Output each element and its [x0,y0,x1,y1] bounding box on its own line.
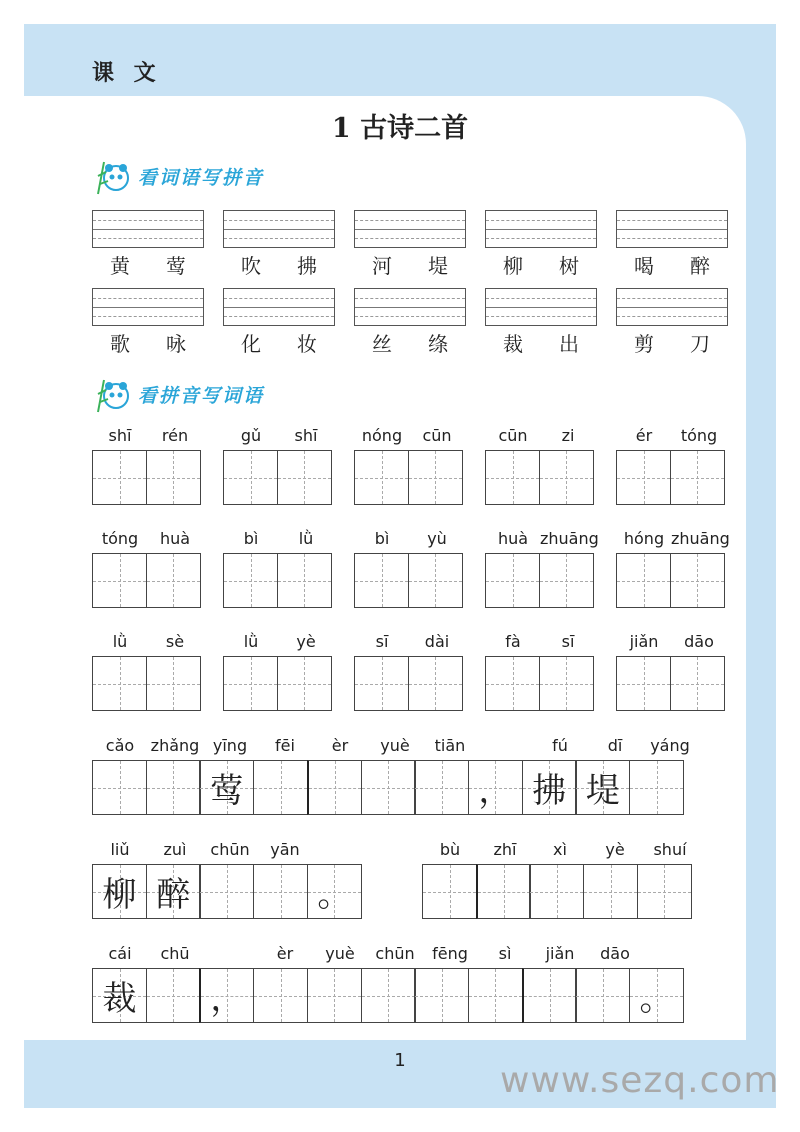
write-cell[interactable] [485,450,540,505]
pinyin-label: bù [439,840,461,859]
pinyin-label: cūn [498,426,528,445]
page-number: 1 [394,1050,406,1071]
word-pair [485,250,597,279]
pinyin-label: chū [160,944,190,963]
pinyin-answer-box[interactable] [616,210,728,248]
word-char: 拂 [297,254,317,278]
word-char: 裁 [503,332,523,356]
write-cell[interactable] [539,450,594,505]
pinyin-label: sī [561,632,575,651]
character-grid [354,553,461,608]
poem-cell[interactable] [629,760,684,815]
pinyin-label: rén [161,426,189,445]
write-cell[interactable] [539,553,594,608]
pinyin-label: cǎo [105,736,135,755]
write-cell[interactable] [670,450,725,505]
pinyin-label: zhuāng [540,529,599,548]
write-cell[interactable] [92,656,147,711]
word-char: 莺 [166,254,186,278]
pinyin-label: èr [276,944,294,963]
section-title: 看拼音写词语 [138,384,265,407]
pinyin-label: yīng [212,736,248,755]
write-cell[interactable] [223,450,278,505]
given-char: 拂 [532,771,567,811]
pinyin-label: fú [552,736,568,755]
write-cell[interactable] [408,656,463,711]
pinyin-label: xì [553,840,567,859]
pinyin-label: shuí [653,840,687,859]
pinyin-label: fēng [432,944,468,963]
character-grid [616,656,723,711]
pinyin-label: yān [270,840,300,859]
word-char: 歌 [110,332,130,356]
pinyin-label: lǜ [112,632,128,651]
section-write-words [94,374,264,414]
write-cell[interactable] [277,553,332,608]
pinyin-answer-box[interactable] [354,288,466,326]
write-cell[interactable] [146,656,201,711]
poem-cell[interactable] [414,760,469,815]
poem-cell[interactable] [92,968,147,1023]
poem-cell[interactable] [307,864,362,919]
word-pair [485,328,597,357]
word-pair [354,328,466,357]
poem-cell[interactable] [92,864,147,919]
pinyin-label: liǔ [110,840,130,859]
given-char: 柳 [102,875,137,915]
poem-cell[interactable] [583,864,638,919]
word-char: 咏 [166,332,186,356]
pinyin-label: chūn [210,840,250,859]
poem-cell[interactable] [575,760,630,815]
poem-cell[interactable] [146,864,201,919]
pinyin-label: zhuāng [671,529,730,548]
pinyin-label: yù [427,529,447,548]
word-char: 刀 [690,332,710,356]
poem-cell[interactable] [414,968,469,1023]
pinyin-label: jiǎn [629,632,659,651]
word-pair [92,328,204,357]
poem-cell[interactable] [422,864,477,919]
panda-icon [94,156,134,196]
pinyin-label: hóng [623,529,665,548]
pinyin-label: yè [296,632,316,651]
pinyin-label: tiān [434,736,466,755]
pinyin-label: yuè [325,944,355,963]
write-cell[interactable] [277,656,332,711]
write-cell[interactable] [146,553,201,608]
write-cell[interactable] [539,656,594,711]
pinyin-label: huà [497,529,529,548]
character-grid [354,656,461,711]
pinyin-label: sì [498,944,512,963]
poem-cell[interactable] [361,968,416,1023]
poem-grid [92,760,683,815]
pinyin-label: èr [331,736,349,755]
character-grid [92,553,199,608]
pinyin-label: chūn [375,944,415,963]
word-char: 丝 [372,332,392,356]
poem-cell[interactable] [199,968,254,1023]
pinyin-label: huà [159,529,191,548]
character-grid [92,450,199,505]
write-cell[interactable] [354,656,409,711]
poem-grid [92,864,361,919]
word-pair [223,328,335,357]
poem-cell[interactable] [307,760,362,815]
pinyin-label: dī [607,736,623,755]
given-char: 醉 [156,875,191,915]
character-grid [485,656,592,711]
pinyin-label: sè [165,632,185,651]
page-title: 1 古诗二首 [331,113,469,144]
section-read-words [94,156,264,196]
poem-cell[interactable] [468,760,523,815]
word-char: 出 [559,332,579,356]
pinyin-label: shī [294,426,318,445]
word-char: 剪 [634,332,654,356]
pinyin-label: zi [561,426,575,445]
pinyin-answer-box[interactable] [92,210,204,248]
pinyin-answer-box[interactable] [485,288,597,326]
poem-cell[interactable] [307,968,362,1023]
poem-cell[interactable] [199,864,254,919]
pinyin-answer-box[interactable] [223,210,335,248]
poem-cell[interactable] [146,760,201,815]
write-cell[interactable] [92,553,147,608]
word-pair [354,250,466,279]
poem-cell[interactable] [199,760,254,815]
pinyin-label: tóng [101,529,139,548]
pinyin-label: tóng [680,426,718,445]
word-char: 喝 [634,254,654,278]
poem-cell[interactable] [253,864,308,919]
poem-cell[interactable] [361,760,416,815]
given-char: 裁 [102,979,137,1019]
write-cell[interactable] [92,450,147,505]
character-grid [223,450,330,505]
character-grid [223,553,330,608]
pinyin-answer-box[interactable] [92,288,204,326]
word-pair [616,250,728,279]
write-cell[interactable] [408,450,463,505]
section-title: 看词语写拼音 [138,166,265,189]
pinyin-answer-box[interactable] [354,210,466,248]
word-char: 黄 [110,254,130,278]
write-cell[interactable] [616,450,671,505]
pinyin-answer-box[interactable] [485,210,597,248]
pinyin-label: bì [374,529,390,548]
pinyin-label: yuè [380,736,410,755]
write-cell[interactable] [485,656,540,711]
word-pair [223,250,335,279]
pinyin-label: yáng [650,736,690,755]
pinyin-label: nóng [361,426,403,445]
write-cell[interactable] [223,553,278,608]
pinyin-label: ér [635,426,653,445]
write-cell[interactable] [354,553,409,608]
word-char: 醉 [690,254,710,278]
word-char: 树 [559,254,579,278]
write-cell[interactable] [146,450,201,505]
pinyin-label: yè [605,840,625,859]
write-cell[interactable] [408,553,463,608]
poem-cell[interactable] [476,864,531,919]
word-char: 吹 [241,254,261,278]
punctuation: 。 [317,875,352,915]
punctuation: ， [478,771,513,811]
pinyin-label: zhǎng [150,736,200,755]
pinyin-label: dài [424,632,450,651]
poem-cell[interactable] [575,968,630,1023]
word-char: 河 [372,254,392,278]
character-grid [354,450,461,505]
pinyin-answer-box[interactable] [223,288,335,326]
pinyin-label: bì [243,529,259,548]
character-grid [485,553,592,608]
write-cell[interactable] [277,450,332,505]
pinyin-label: dāo [600,944,630,963]
poem-cell[interactable] [253,760,308,815]
given-char: 莺 [209,771,244,811]
word-char: 妆 [297,332,317,356]
word-pair [92,250,204,279]
pinyin-label: sī [375,632,389,651]
word-char: 堤 [428,254,448,278]
character-grid [616,450,723,505]
word-char: 化 [241,332,261,356]
poem-cell[interactable] [629,968,684,1023]
pinyin-label: zhī [493,840,517,859]
pinyin-label: fà [505,632,521,651]
pinyin-label: lǜ [243,632,259,651]
pinyin-label: jiǎn [545,944,575,963]
poem-grid [422,864,691,919]
write-cell[interactable] [616,656,671,711]
poem-cell[interactable] [522,968,577,1023]
word-char: 绦 [428,332,448,356]
pinyin-label: zuì [163,840,187,859]
poem-cell[interactable] [253,968,308,1023]
pinyin-label: lǜ [298,529,314,548]
poem-cell[interactable] [468,968,523,1023]
poem-cell[interactable] [529,864,584,919]
given-char: 堤 [585,771,620,811]
write-cell[interactable] [670,656,725,711]
write-cell[interactable] [223,656,278,711]
pinyin-answer-box[interactable] [616,288,728,326]
panda-icon [94,374,134,414]
character-grid [92,656,199,711]
poem-cell[interactable] [522,760,577,815]
pinyin-label: gǔ [240,426,262,445]
pinyin-label: cūn [422,426,452,445]
write-cell[interactable] [670,553,725,608]
write-cell[interactable] [616,553,671,608]
pinyin-label: dāo [684,632,714,651]
write-cell[interactable] [354,450,409,505]
poem-cell[interactable] [92,760,147,815]
watermark: www.sezq.com [500,1060,780,1101]
write-cell[interactable] [485,553,540,608]
character-grid [223,656,330,711]
word-char: 柳 [503,254,523,278]
pinyin-label: shī [108,426,132,445]
poem-grid [92,968,683,1023]
character-grid [616,553,723,608]
word-pair [616,328,728,357]
pinyin-label: cái [108,944,132,963]
page-header: 课 文 [92,61,162,86]
punctuation: ， [210,979,245,1019]
character-grid [485,450,592,505]
punctuation: 。 [639,979,674,1019]
poem-cell[interactable] [146,968,201,1023]
poem-cell[interactable] [637,864,692,919]
pinyin-label: fēi [275,736,295,755]
